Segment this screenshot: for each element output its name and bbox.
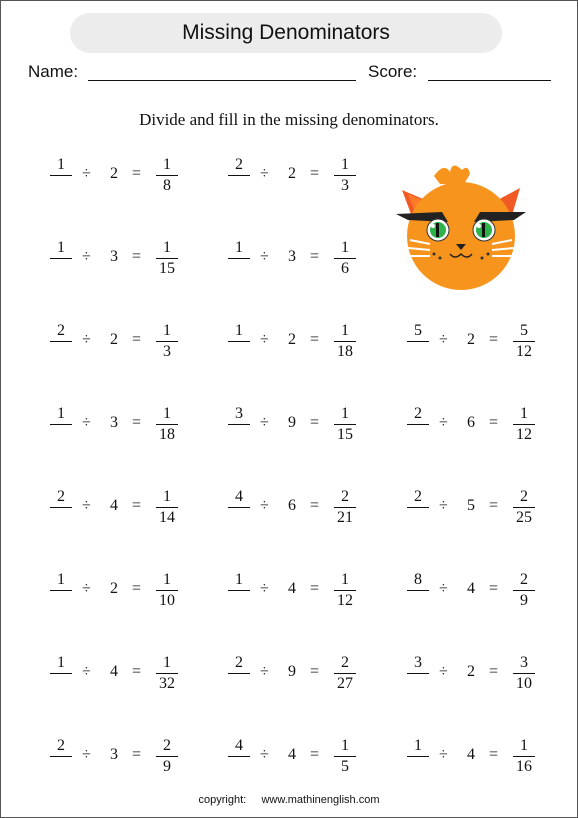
- result-fraction: [154, 239, 180, 277]
- result-numerator: 1: [341, 156, 349, 173]
- divide-sign: ÷: [82, 580, 91, 597]
- divide-sign: ÷: [439, 414, 448, 431]
- dividend-numerator: 2: [57, 737, 65, 754]
- result-denominator: 14: [159, 509, 175, 526]
- result-fraction: [511, 654, 537, 692]
- result-denominator: 12: [337, 592, 353, 609]
- equals-sign: =: [310, 165, 320, 182]
- copyright-label: copyright:: [198, 794, 247, 806]
- dividend-numerator: 2: [414, 488, 422, 505]
- result-denominator: 9: [163, 758, 171, 775]
- problem-item: [226, 737, 376, 777]
- result-fraction: [511, 322, 537, 360]
- divide-sign: ÷: [260, 331, 269, 348]
- divide-sign: ÷: [260, 165, 269, 182]
- result-numerator: 1: [341, 571, 349, 588]
- dividend-numerator: 5: [414, 322, 422, 339]
- problem-item: [48, 322, 198, 362]
- result-denominator: 10: [159, 592, 175, 609]
- dividend-numerator: 8: [414, 571, 422, 588]
- dividend-fraction: [226, 737, 252, 775]
- result-fraction: [511, 405, 537, 443]
- dividend-numerator: 1: [57, 239, 65, 256]
- result-numerator: 1: [341, 405, 349, 422]
- result-denominator: 5: [341, 758, 349, 775]
- dividend-denominator-blank[interactable]: [226, 508, 252, 526]
- result-denominator: 3: [163, 343, 171, 360]
- result-fraction: [332, 737, 358, 775]
- result-fraction: [332, 571, 358, 609]
- problem-item: [48, 737, 198, 777]
- dividend-denominator-blank[interactable]: [405, 508, 431, 526]
- divide-sign: ÷: [260, 497, 269, 514]
- divisor: 2: [467, 331, 475, 348]
- divide-sign: ÷: [439, 663, 448, 680]
- dividend-numerator: 3: [414, 654, 422, 671]
- dividend-fraction: [226, 571, 252, 609]
- dividend-denominator-blank[interactable]: [226, 757, 252, 775]
- equals-sign: =: [310, 663, 320, 680]
- dividend-denominator-blank[interactable]: [48, 591, 74, 609]
- equals-sign: =: [132, 663, 142, 680]
- dividend-fraction: [405, 322, 431, 360]
- dividend-fraction: [48, 488, 74, 526]
- problem-item: [405, 737, 555, 777]
- result-fraction: [332, 322, 358, 360]
- result-numerator: 2: [520, 488, 528, 505]
- result-denominator: 12: [516, 343, 532, 360]
- result-numerator: 3: [520, 654, 528, 671]
- dividend-numerator: 2: [235, 654, 243, 671]
- dividend-fraction: [48, 737, 74, 775]
- result-denominator: 12: [516, 426, 532, 443]
- result-numerator: 1: [520, 737, 528, 754]
- divisor: 4: [288, 580, 296, 597]
- page-title: Missing Denominators: [70, 13, 502, 53]
- result-numerator: 1: [163, 654, 171, 671]
- result-fraction: [332, 239, 358, 277]
- divide-sign: ÷: [260, 663, 269, 680]
- dividend-numerator: 1: [57, 156, 65, 173]
- dividend-denominator-blank[interactable]: [48, 342, 74, 360]
- equals-sign: =: [489, 580, 499, 597]
- result-numerator: 1: [341, 737, 349, 754]
- result-numerator: 2: [341, 488, 349, 505]
- dividend-numerator: 2: [57, 322, 65, 339]
- name-score-row: [28, 62, 558, 86]
- result-denominator: 3: [341, 177, 349, 194]
- result-denominator: 15: [159, 260, 175, 277]
- divide-sign: ÷: [260, 580, 269, 597]
- result-numerator: 5: [520, 322, 528, 339]
- problem-item: [226, 322, 376, 362]
- divide-sign: ÷: [82, 663, 91, 680]
- score-field[interactable]: [428, 80, 551, 81]
- divide-sign: ÷: [82, 497, 91, 514]
- divisor: 4: [110, 663, 118, 680]
- dividend-denominator-blank[interactable]: [405, 674, 431, 692]
- result-numerator: 1: [341, 322, 349, 339]
- score-label: Score:: [368, 62, 418, 81]
- problem-item: [48, 156, 198, 196]
- divide-sign: ÷: [439, 497, 448, 514]
- equals-sign: =: [489, 331, 499, 348]
- dividend-numerator: 1: [57, 571, 65, 588]
- divisor: 6: [467, 414, 475, 431]
- result-denominator: 6: [341, 260, 349, 277]
- problem-item: [405, 654, 555, 694]
- result-fraction: [332, 654, 358, 692]
- dividend-denominator-blank[interactable]: [48, 425, 74, 443]
- dividend-fraction: [48, 239, 74, 277]
- divisor: 4: [467, 746, 475, 763]
- result-denominator: 32: [159, 675, 175, 692]
- result-fraction: [511, 571, 537, 609]
- problem-item: [48, 654, 198, 694]
- divide-sign: ÷: [260, 746, 269, 763]
- dividend-numerator: 1: [235, 571, 243, 588]
- equals-sign: =: [132, 746, 142, 763]
- result-denominator: 10: [516, 675, 532, 692]
- equals-sign: =: [132, 248, 142, 265]
- dividend-numerator: 1: [414, 737, 422, 754]
- divide-sign: ÷: [439, 580, 448, 597]
- result-fraction: [154, 322, 180, 360]
- dividend-denominator-blank[interactable]: [226, 591, 252, 609]
- problem-item: [226, 654, 376, 694]
- result-numerator: 1: [520, 405, 528, 422]
- result-fraction: [511, 737, 537, 775]
- dividend-denominator-blank[interactable]: [405, 342, 431, 360]
- divisor: 3: [110, 248, 118, 265]
- equals-sign: =: [132, 580, 142, 597]
- dividend-fraction: [226, 322, 252, 360]
- result-numerator: 1: [163, 322, 171, 339]
- site-link[interactable]: www.mathinenglish.com: [261, 794, 380, 806]
- result-denominator: 18: [159, 426, 175, 443]
- dividend-fraction: [405, 405, 431, 443]
- divide-sign: ÷: [82, 331, 91, 348]
- result-numerator: 2: [163, 737, 171, 754]
- dividend-denominator-blank[interactable]: [405, 425, 431, 443]
- result-numerator: 2: [341, 654, 349, 671]
- result-numerator: 1: [341, 239, 349, 256]
- equals-sign: =: [132, 331, 142, 348]
- divisor: 5: [467, 497, 475, 514]
- divisor: 4: [467, 580, 475, 597]
- dividend-fraction: [405, 737, 431, 775]
- result-fraction: [332, 156, 358, 194]
- dividend-denominator-blank[interactable]: [405, 591, 431, 609]
- result-numerator: 1: [163, 239, 171, 256]
- dividend-fraction: [405, 654, 431, 692]
- divide-sign: ÷: [439, 331, 448, 348]
- dividend-fraction: [405, 571, 431, 609]
- dividend-fraction: [226, 239, 252, 277]
- result-fraction: [332, 488, 358, 526]
- dividend-numerator: 3: [235, 405, 243, 422]
- divisor: 2: [288, 331, 296, 348]
- divide-sign: ÷: [439, 746, 448, 763]
- dividend-fraction: [226, 405, 252, 443]
- divide-sign: ÷: [82, 248, 91, 265]
- divisor: 9: [288, 414, 296, 431]
- dividend-fraction: [48, 571, 74, 609]
- equals-sign: =: [489, 497, 499, 514]
- problem-item: [48, 405, 198, 445]
- divisor: 2: [288, 165, 296, 182]
- instructions: Divide and fill in the missing denominators.: [139, 110, 439, 129]
- divisor: 6: [288, 497, 296, 514]
- result-denominator: 25: [516, 509, 532, 526]
- divide-sign: ÷: [260, 248, 269, 265]
- divisor: 2: [110, 165, 118, 182]
- problem-item: [405, 322, 555, 362]
- divide-sign: ÷: [82, 414, 91, 431]
- equals-sign: =: [132, 165, 142, 182]
- equals-sign: =: [310, 248, 320, 265]
- dividend-fraction: [48, 654, 74, 692]
- divisor: 3: [288, 248, 296, 265]
- dividend-fraction: [226, 156, 252, 194]
- equals-sign: =: [489, 414, 499, 431]
- result-fraction: [511, 488, 537, 526]
- dividend-fraction: [48, 322, 74, 360]
- result-numerator: 1: [163, 156, 171, 173]
- divisor: 2: [467, 663, 475, 680]
- name-label: Name:: [28, 62, 79, 81]
- dividend-denominator-blank[interactable]: [48, 176, 74, 194]
- result-fraction: [154, 405, 180, 443]
- result-fraction: [154, 156, 180, 194]
- problem-item: [405, 571, 555, 611]
- divide-sign: ÷: [82, 746, 91, 763]
- dividend-denominator-blank[interactable]: [226, 425, 252, 443]
- dividend-numerator: 2: [235, 156, 243, 173]
- result-denominator: 21: [337, 509, 353, 526]
- divisor: 2: [110, 331, 118, 348]
- equals-sign: =: [310, 580, 320, 597]
- divide-sign: ÷: [82, 165, 91, 182]
- dividend-numerator: 4: [235, 488, 243, 505]
- divisor: 4: [288, 746, 296, 763]
- result-fraction: [154, 654, 180, 692]
- equals-sign: =: [489, 663, 499, 680]
- dividend-fraction: [48, 405, 74, 443]
- result-denominator: 27: [337, 675, 353, 692]
- result-denominator: 8: [163, 177, 171, 194]
- dividend-denominator-blank[interactable]: [405, 757, 431, 775]
- equals-sign: =: [132, 414, 142, 431]
- result-fraction: [332, 405, 358, 443]
- divide-sign: ÷: [260, 414, 269, 431]
- equals-sign: =: [310, 331, 320, 348]
- cat-face-icon: [390, 160, 532, 290]
- name-field[interactable]: [88, 80, 356, 81]
- dividend-denominator-blank[interactable]: [48, 757, 74, 775]
- dividend-denominator-blank[interactable]: [226, 259, 252, 277]
- dividend-numerator: 2: [57, 488, 65, 505]
- problem-item: [48, 488, 198, 528]
- problem-item: [226, 239, 376, 279]
- equals-sign: =: [132, 497, 142, 514]
- result-denominator: 9: [520, 592, 528, 609]
- dividend-denominator-blank[interactable]: [48, 508, 74, 526]
- problem-item: [405, 488, 555, 528]
- dividend-fraction: [405, 488, 431, 526]
- dividend-numerator: 1: [57, 654, 65, 671]
- equals-sign: =: [310, 746, 320, 763]
- dividend-fraction: [48, 156, 74, 194]
- problem-item: [48, 571, 198, 611]
- dividend-fraction: [226, 488, 252, 526]
- result-fraction: [154, 737, 180, 775]
- result-numerator: 1: [163, 405, 171, 422]
- divisor: 3: [110, 746, 118, 763]
- result-denominator: 18: [337, 343, 353, 360]
- result-numerator: 1: [163, 488, 171, 505]
- dividend-denominator-blank[interactable]: [226, 342, 252, 360]
- result-fraction: [154, 488, 180, 526]
- problem-item: [48, 239, 198, 279]
- result-denominator: 16: [516, 758, 532, 775]
- dividend-numerator: 2: [414, 405, 422, 422]
- result-numerator: 1: [163, 571, 171, 588]
- dividend-denominator-blank[interactable]: [226, 674, 252, 692]
- dividend-numerator: 1: [57, 405, 65, 422]
- result-fraction: [154, 571, 180, 609]
- result-numerator: 2: [520, 571, 528, 588]
- divisor: 4: [110, 497, 118, 514]
- footer: [0, 794, 578, 806]
- dividend-numerator: 1: [235, 322, 243, 339]
- dividend-numerator: 4: [235, 737, 243, 754]
- problem-item: [226, 156, 376, 196]
- dividend-denominator-blank[interactable]: [48, 259, 74, 277]
- problem-item: [226, 488, 376, 528]
- dividend-denominator-blank[interactable]: [48, 674, 74, 692]
- divisor: 2: [110, 580, 118, 597]
- problem-item: [405, 405, 555, 445]
- divisor: 9: [288, 663, 296, 680]
- result-denominator: 15: [337, 426, 353, 443]
- dividend-numerator: 1: [235, 239, 243, 256]
- problem-item: [226, 571, 376, 611]
- problem-item: [226, 405, 376, 445]
- divisor: 3: [110, 414, 118, 431]
- equals-sign: =: [310, 414, 320, 431]
- dividend-denominator-blank[interactable]: [226, 176, 252, 194]
- dividend-fraction: [226, 654, 252, 692]
- equals-sign: =: [489, 746, 499, 763]
- equals-sign: =: [310, 497, 320, 514]
